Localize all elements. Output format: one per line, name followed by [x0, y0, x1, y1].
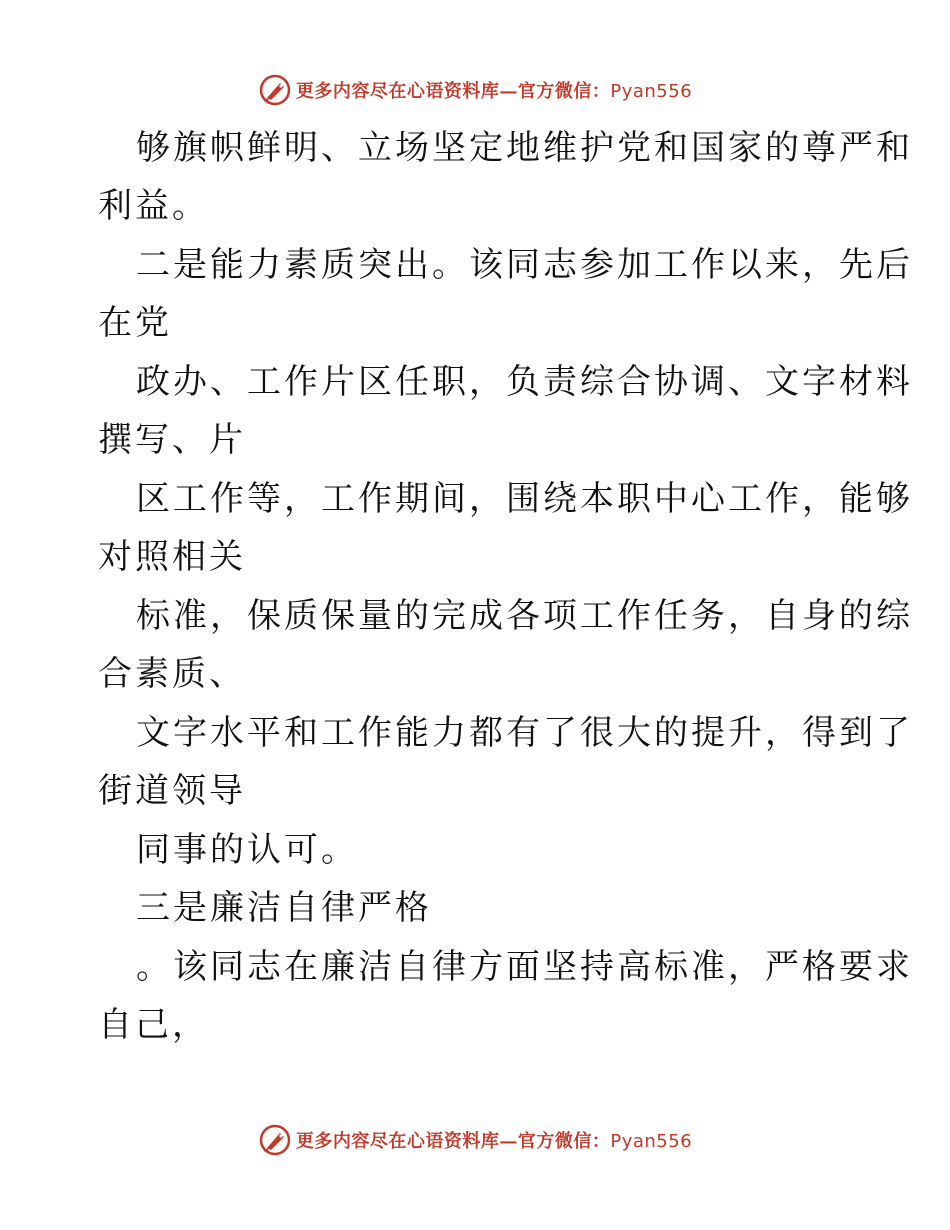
body-line: 文字水平和工作能力都有了很大的提升，得到了 [136, 713, 913, 753]
body-line: 标准，保质保量的完成各项工作任务，自身的综 [136, 596, 913, 636]
body-line: 区工作等，工作期间，围绕本职中心工作，能够 [136, 479, 913, 519]
body-line: 街道领导 [98, 771, 246, 811]
body-line: 。该同志在廉洁自律方面坚持高标准，严格要求 [136, 947, 913, 987]
body-line: 对照相关 [98, 537, 246, 577]
body-line: 同事的认可。 [136, 830, 358, 870]
body-line: 二是能力素质突出。该同志参加工作以来，先后 [136, 245, 913, 285]
footer-wechat-id: Pyan556 [610, 1131, 693, 1152]
body-line: 三是廉洁自律严格 [136, 888, 432, 928]
body-line: 利益。 [98, 186, 209, 226]
body-line: 合素质、 [98, 654, 246, 694]
pen-nib-logo-icon [258, 73, 292, 107]
footer-banner [0, 1120, 950, 1160]
header-banner-text: 更多内容尽在心语资料库—官方微信：Pyan556 [295, 81, 693, 102]
pen-nib-logo-icon [258, 1123, 292, 1157]
body-line: 撰写、片 [98, 420, 246, 460]
body-line: 自己， [98, 1005, 209, 1045]
header-banner [0, 70, 950, 110]
header-wechat-id: Pyan556 [610, 81, 693, 102]
body-line: 够旗帜鲜明、立场坚定地维护党和国家的尊严和 [136, 128, 913, 168]
body-line: 政办、工作片区任职，负责综合协调、文字材料 [136, 362, 913, 402]
body-line: 在党 [98, 303, 172, 343]
footer-banner-text: 更多内容尽在心语资料库—官方微信：Pyan556 [295, 1131, 693, 1152]
